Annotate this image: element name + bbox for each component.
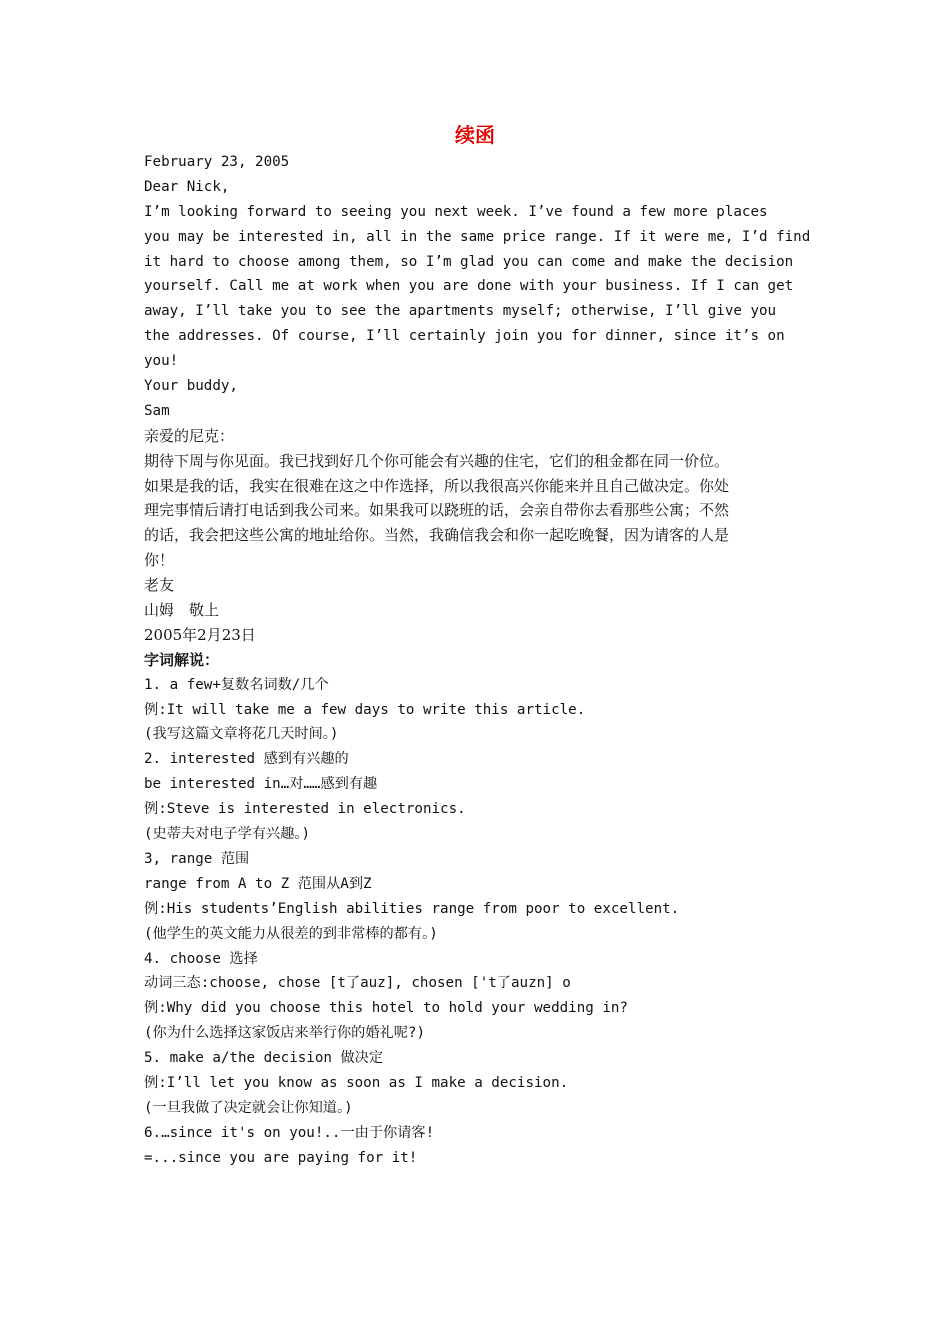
text-line: 期待下周与你见面。我已找到好几个你可能会有兴趣的住宅，它们的租金都在同一价位。 bbox=[144, 451, 730, 470]
text-line: 亲爱的尼克： bbox=[144, 426, 235, 445]
text-line: range from A to Z 范围从A到Z bbox=[144, 875, 372, 892]
text-line: Your buddy, bbox=[144, 378, 238, 395]
text-line: 的话，我会把这些公寓的地址给你。当然，我确信我会和你一起吃晚餐，因为请客的人是 bbox=[144, 526, 730, 545]
text-line: February 23, 2005 bbox=[144, 154, 290, 170]
text-line: 4. choose 选择 bbox=[144, 950, 258, 967]
text-line: away, I’ll take you to see the apartments myself; otherwise, I’ll give you bbox=[144, 303, 777, 320]
text-line: 6.…since it's on you!..一由于你请客! bbox=[144, 1124, 435, 1141]
text-line: 如果是我的话，我实在很难在这之中作选择，所以我很高兴你能来并且自己做决定。你处 bbox=[144, 476, 730, 495]
document-title: 续函 bbox=[455, 123, 495, 147]
text-line: (他学生的英文能力从很差的到非常棒的都有。) bbox=[144, 925, 438, 942]
text-line: 例:It will take me a few days to write this article. bbox=[144, 701, 586, 718]
text-line: I’m looking forward to seeing you next week. I’ve found a few more places bbox=[144, 203, 768, 220]
text-line: 5. make a/the decision 做决定 bbox=[144, 1050, 384, 1067]
text-line: you may be interested in, all in the same price range. If it were me, I’d find bbox=[144, 228, 811, 245]
text-line: (一旦我做了决定就会让你知道。) bbox=[144, 1099, 353, 1116]
text-line: 动词三态:choose, chose [t了auz], chosen ['t了auzn] o bbox=[144, 975, 571, 992]
text-line: 3, range 范围 bbox=[144, 850, 250, 867]
document-body bbox=[144, 150, 812, 1171]
text-line: Sam bbox=[144, 402, 170, 419]
text-line: 2. interested 感到有兴趣的 bbox=[144, 751, 349, 768]
text-line: 1. a few+复数名词数/几个 bbox=[144, 676, 329, 693]
text-line: be interested in…对……感到有趣 bbox=[144, 776, 378, 793]
text-line: 例:Why did you choose this hotel to hold your wedding in? bbox=[144, 1000, 628, 1017]
text-line: 山姆 敬上 bbox=[144, 601, 220, 620]
text-line: 例:I’ll let you know as soon as I make a decision. bbox=[144, 1074, 569, 1091]
text-line: the addresses. Of course, I’ll certainly join you for dinner, since it’s on bbox=[144, 328, 785, 345]
text-line: yourself. Call me at work when you are done with your business. If I can get bbox=[144, 278, 794, 295]
text-line: Dear Nick, bbox=[144, 178, 230, 195]
text-line: 字词解说： bbox=[144, 650, 220, 669]
text-line: 例:His students’English abilities range from poor to excellent. bbox=[144, 900, 680, 917]
text-line: 理完事情后请打电话到我公司来。如果我可以跷班的话，会亲自带你去看那些公寓；不然 bbox=[144, 501, 730, 520]
text-line: (史蒂夫对电子学有兴趣。) bbox=[144, 826, 311, 843]
text-line: 2005年2月23日 bbox=[144, 625, 256, 644]
text-line: =...since you are paying for it! bbox=[144, 1149, 418, 1166]
text-line: 例:Steve is interested in electronics. bbox=[144, 801, 466, 818]
text-line: you! bbox=[144, 353, 179, 370]
text-line: it hard to choose among them, so I’m glad you can come and make the decision bbox=[144, 253, 794, 270]
text-line: 你！ bbox=[144, 551, 175, 570]
text-line: (我写这篇文章将花几天时间。) bbox=[144, 726, 339, 743]
text-line: 老友 bbox=[144, 576, 175, 595]
text-line: (你为什么选择这家饭店来举行你的婚礼呢?) bbox=[144, 1025, 426, 1042]
